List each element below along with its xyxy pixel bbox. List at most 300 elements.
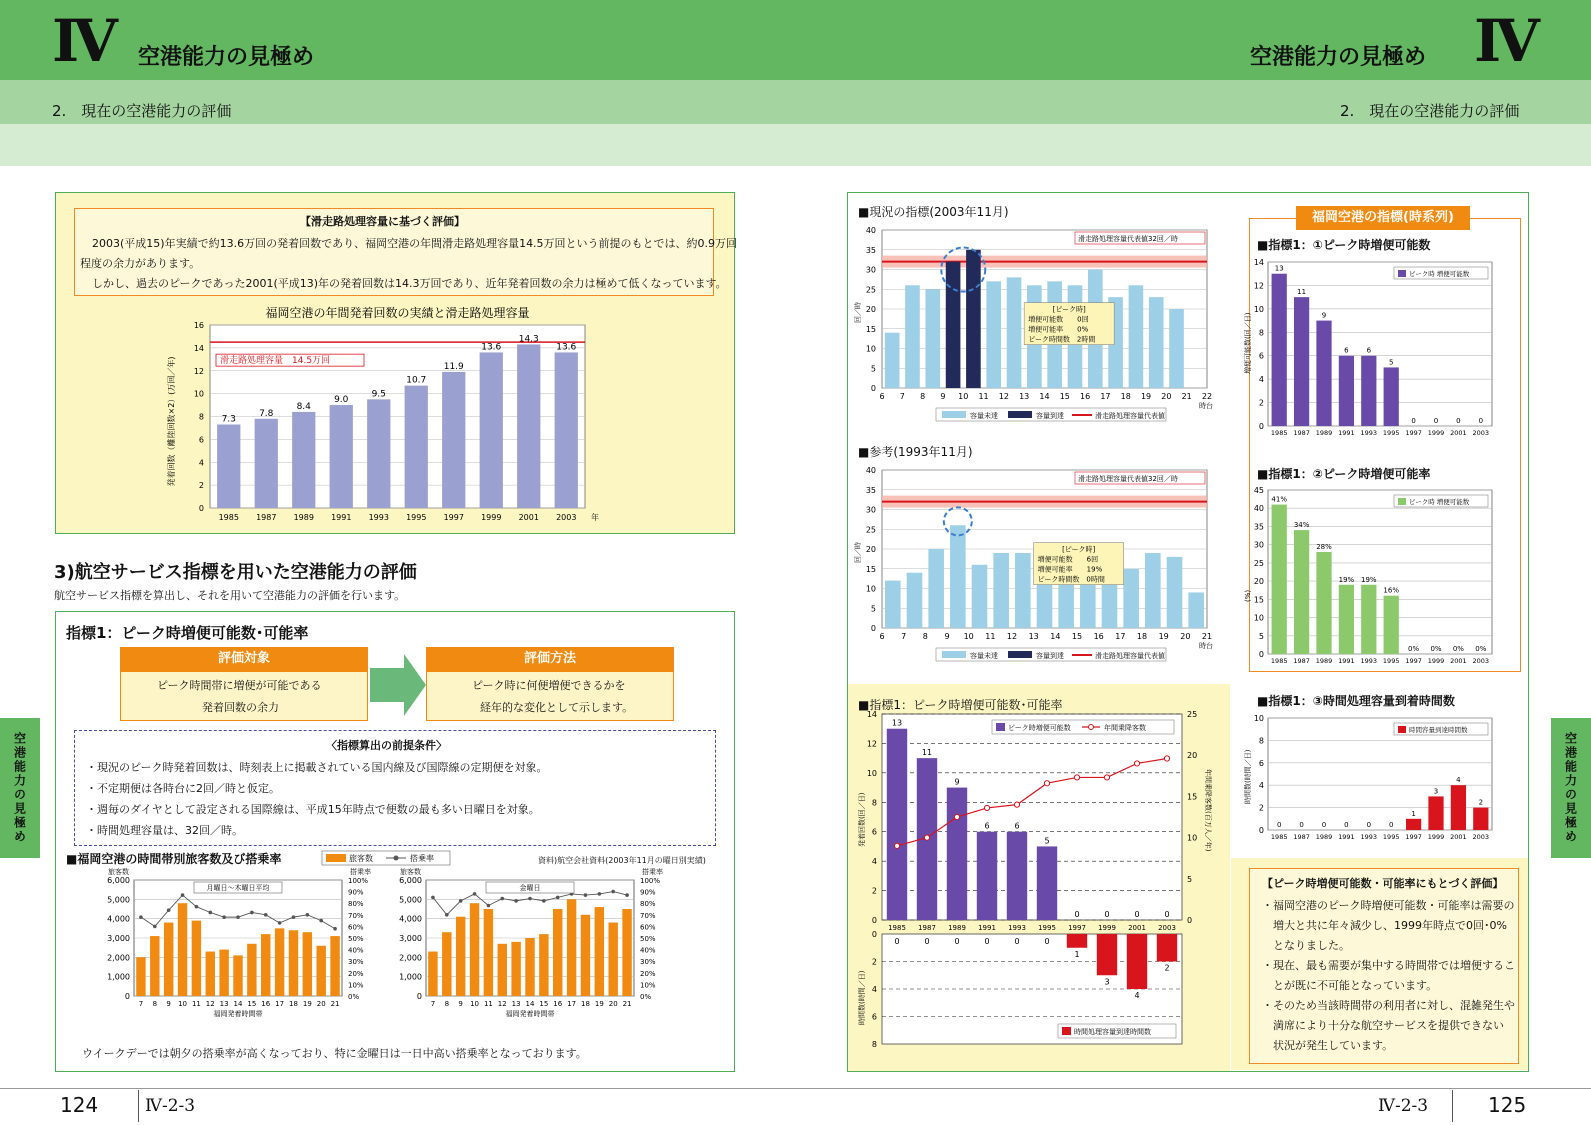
conditions-title: 〈指標算出の前提条件〉 — [326, 739, 447, 752]
target-header: 評価対象 — [120, 647, 368, 671]
y-tick-label: 0 — [870, 384, 876, 393]
y2-tick-label: 30% — [640, 958, 656, 967]
bar-value-label: 0% — [1475, 645, 1487, 653]
condition-item: ・現況のピーク時発着回数は、時刻表上に掲載されている国内線及び国際線の定期便を対象。 — [86, 761, 548, 774]
legend-label: 搭乗率 — [410, 854, 434, 863]
chapter-title-right: 空港能力の見極め — [1250, 45, 1427, 70]
y-tick-label: 40 — [865, 226, 876, 235]
bar — [1316, 321, 1331, 426]
bar — [428, 952, 437, 996]
bar-value-label: 1 — [1411, 809, 1416, 818]
passenger-marker — [1014, 802, 1019, 807]
lower-bar — [1127, 934, 1147, 989]
pax-weekday-chart — [100, 868, 390, 1038]
passenger-marker — [954, 814, 959, 819]
x-tick-label: 7 — [430, 1000, 436, 1008]
x-tick-label: 1999 — [1098, 924, 1116, 932]
rate-marker — [542, 899, 546, 903]
bar — [950, 525, 966, 628]
y-axis-label: 回／時 — [854, 302, 862, 323]
capacity-label: 滑走路処理容量代表値32回／時 — [1078, 475, 1178, 483]
x-tick-label: 8 — [922, 632, 928, 641]
x-tick-label: 2003 — [1472, 657, 1490, 665]
y2-tick-label: 80% — [640, 900, 656, 909]
x-tick-label: 13 — [1028, 632, 1039, 641]
rate-marker — [319, 919, 323, 923]
bar — [887, 729, 907, 920]
y2-tick-label: 60% — [348, 923, 364, 932]
bar-value-label: 6 — [1014, 821, 1020, 831]
passenger-marker — [1044, 781, 1049, 786]
capacity-label: 滑走路処理容量 14.5万回 — [220, 356, 331, 367]
x-tick-label: 2001 — [1450, 429, 1467, 437]
bar — [555, 352, 578, 508]
y2-tick-label: 15 — [1187, 792, 1198, 802]
rate-marker — [139, 915, 143, 919]
x-axis-label: 時台 — [1199, 402, 1213, 410]
y-tick-label: 0 — [870, 624, 876, 633]
x-tick-label: 1993 — [1008, 924, 1026, 932]
arrow-right-icon — [370, 654, 426, 716]
legend-label: 時間処理容量到達時間数 — [1074, 1028, 1151, 1036]
legend-swatch — [1398, 726, 1406, 733]
bar — [330, 405, 353, 508]
y-tick-label: 6,000 — [399, 876, 422, 885]
bar — [885, 581, 901, 628]
right-eval-line: 満席により十分な航空サービスを提供できない — [1262, 1019, 1504, 1032]
x-axis-label: 福岡発着時間帯 — [505, 1010, 555, 1018]
bar — [1167, 557, 1183, 628]
bar-value-label: 41% — [1271, 495, 1287, 504]
x-tick-label: 14 — [1050, 632, 1061, 641]
y2-tick-label: 100% — [640, 877, 661, 885]
y-tick-label: 0 — [198, 504, 204, 513]
bar — [608, 923, 617, 996]
bar-value-label: 9.5 — [371, 389, 386, 400]
rate-marker — [487, 904, 491, 908]
x-tick-label: 1985 — [218, 513, 239, 522]
x-tick-label: 9 — [944, 632, 950, 641]
bar-value-label: 19% — [1338, 575, 1355, 584]
method-line1: ピーク時に何便増便できるかを — [472, 679, 626, 692]
bar — [1272, 505, 1287, 654]
bar-value-label: 6 — [984, 821, 990, 831]
timeseries-title: 福岡空港の指標(時系列) — [1296, 206, 1470, 230]
bar — [1384, 367, 1399, 426]
x-tick-label: 18 — [1136, 632, 1148, 641]
x-tick-label: 18 — [581, 1000, 590, 1008]
y-tick-label: 12 — [866, 739, 877, 749]
chapter-roman-right: Ⅳ — [1474, 7, 1540, 75]
bar — [622, 909, 631, 996]
y2-tick-label: 20% — [640, 969, 656, 978]
x-tick-label: 1989 — [1315, 657, 1333, 665]
y-tick-label: 12 — [1253, 281, 1264, 291]
condition-item: ・時間処理容量は、32回／時。 — [86, 824, 243, 837]
legend-label: 滑走路処理容量代表値 — [1095, 412, 1165, 420]
x-tick-label: 7 — [899, 392, 905, 401]
x-tick-label: 8 — [444, 1000, 450, 1008]
current-2003-chart — [856, 222, 1226, 427]
x-tick-label: 10 — [178, 1000, 187, 1008]
chart-title: 福岡空港の年間発着回数の実績と滑走路処理容量 — [265, 306, 530, 320]
legend-swatch — [1008, 651, 1032, 658]
chapter-title-left: 空港能力の見極め — [138, 45, 315, 70]
x-tick-label: 6 — [879, 632, 885, 641]
rate-marker — [306, 913, 310, 917]
y2-tick-label: 70% — [348, 911, 364, 920]
y-tick-label: 4 — [1258, 781, 1264, 791]
y2-tick-label: 20 — [1187, 751, 1198, 761]
y2-tick-label: 70% — [640, 911, 656, 920]
rate-marker — [445, 913, 449, 917]
x-tick-label: 15 — [539, 1000, 549, 1008]
y2-axis-label: 年間乗降客数(百万人／年) — [1204, 769, 1212, 852]
lower-bar-value: 4 — [1134, 991, 1140, 1000]
page-code-left: Ⅳ-2-3 — [145, 1096, 196, 1116]
legend-label: 容量未達 — [970, 412, 998, 420]
bar — [1339, 356, 1354, 426]
y-axis-label: 旅客数 — [400, 868, 421, 876]
x-tick-label: 1995 — [1038, 924, 1056, 932]
x-tick-label: 13 — [1019, 392, 1030, 401]
pax-legend — [322, 850, 452, 866]
bar-value-label: 8.4 — [296, 401, 311, 412]
bar-value-label: 9 — [1321, 311, 1327, 320]
legend-swatch — [942, 651, 966, 658]
x-tick-label: 1987 — [918, 924, 936, 932]
y-axis-label: 発着回数(回／日) — [858, 792, 866, 847]
section-title-right: 2. 現在の空港能力の評価 — [1340, 102, 1520, 120]
bar — [442, 372, 465, 508]
x-tick-label: 2003 — [1158, 924, 1176, 932]
rate-marker — [333, 927, 337, 931]
bar — [1473, 808, 1488, 830]
page-code-right: Ⅳ-2-3 — [1378, 1096, 1429, 1116]
bar — [1007, 832, 1027, 920]
bar-value-label: 16% — [1383, 586, 1399, 595]
y-tick-label: 5,000 — [399, 895, 422, 905]
bar — [289, 930, 298, 996]
x-tick-label: 9 — [166, 1000, 171, 1008]
bar — [217, 425, 240, 508]
x-tick-label: 13 — [219, 1000, 229, 1008]
bar — [567, 899, 576, 996]
rate-marker — [222, 915, 226, 919]
x-tick-label: 20 — [1161, 392, 1172, 401]
page-number-left: 124 — [60, 1093, 99, 1117]
y-tick-label: 8 — [1258, 736, 1264, 746]
bar — [1294, 530, 1309, 654]
bar — [442, 932, 451, 996]
bar-value-label: 11.9 — [443, 361, 464, 372]
rate-marker — [236, 915, 240, 919]
bar — [233, 955, 242, 996]
bar — [993, 553, 1009, 628]
y-tick-label: 3,000 — [107, 934, 130, 943]
y2-tick-label: 10 — [1187, 833, 1198, 843]
x-tick-label: 8 — [152, 1000, 158, 1008]
bar-value-label: 0 — [1433, 417, 1439, 425]
y-tick-label: 40 — [1253, 504, 1264, 514]
x-tick-label: 16 — [553, 1000, 563, 1008]
y-tick-label: 6 — [198, 435, 204, 445]
passenger-marker — [1104, 775, 1109, 780]
indicator1-title: 指標1：ピーク時増便可能数･可能率 — [66, 624, 309, 642]
y-tick-label: 6 — [1258, 758, 1264, 768]
lower-bar — [1067, 934, 1087, 948]
y-tick-label: 15 — [1253, 595, 1264, 605]
y-tick-label: 15 — [865, 324, 876, 334]
bar-value-label: 0 — [1104, 910, 1110, 919]
legend-swatch — [1398, 270, 1406, 277]
bar — [1169, 309, 1184, 388]
method-line2: 経年的な変化として示します。 — [480, 701, 634, 714]
right-eval-line: となりました。 — [1262, 939, 1350, 952]
x-tick-label: 12 — [497, 1000, 507, 1008]
bar-value-label: 0 — [1478, 417, 1484, 425]
x-tick-label: 2003 — [556, 513, 577, 522]
y-axis-label: 発着回数（離陸回数×2）(万回／年) — [167, 356, 176, 487]
subtitle: 金曜日 — [519, 884, 541, 892]
bar-value-label: 0 — [1276, 821, 1282, 829]
y2-tick-label: 50% — [348, 935, 364, 943]
y-tick-label: 14 — [1253, 258, 1264, 267]
peak-box-row: 増便可能数 6回 — [1037, 555, 1099, 564]
y-tick-label: 0 — [1258, 650, 1264, 659]
bar — [946, 262, 961, 388]
x-tick-label: 17 — [567, 1000, 577, 1008]
legend-label: ピーク時 増便可能数 — [1409, 498, 1470, 506]
cur2003-title: ■現況の指標(2003年11月) — [858, 205, 1009, 219]
x-tick-label: 18 — [1120, 392, 1131, 401]
bar — [367, 399, 390, 508]
x-tick-label: 2001 — [1128, 924, 1146, 932]
bar-value-label: 0% — [1452, 645, 1464, 653]
x-tick-label: 1991 — [1338, 657, 1355, 665]
y-tick-label: 0 — [871, 916, 877, 925]
ts2-chart — [1244, 484, 1520, 674]
right-eval-title: 【ピーク時増便可能数・可能率にもとづく評価】 — [1262, 877, 1504, 890]
legend-label: ピーク時増便可能数 — [1008, 724, 1071, 732]
right-eval-line: ・現在、最も需要が集中する時間帯では増便するこ — [1262, 959, 1515, 972]
x-tick-label: 21 — [622, 1000, 632, 1008]
ts2-title: ■指標1：②ピーク時増便可能率 — [1257, 467, 1431, 481]
bar-value-label: 2 — [1478, 798, 1484, 807]
peak-box-row: 増便可能率 19% — [1037, 565, 1103, 574]
right-eval-line: 増大と共に年々減少し、1999年時点で0回･0% — [1262, 919, 1507, 932]
y-tick-label: 4,000 — [399, 914, 422, 924]
footer-sep-right — [1452, 1090, 1453, 1122]
y-tick-label: 14 — [866, 710, 877, 719]
y-tick-label: 25 — [865, 525, 876, 535]
lower-bar-value: 0 — [1014, 937, 1020, 946]
runway-eval-line1: 2003(平成15)年実績で約13.6万回の発着回数であり、福岡空港の年間滑走路処理容量14.5万回という前提のもとでは、約0.9万回 — [92, 237, 738, 250]
rate-marker — [473, 892, 477, 896]
right-eval-line: 状況が発生しています。 — [1262, 1039, 1394, 1052]
x-tick-label: 11 — [191, 1000, 201, 1008]
y-tick-label: 15 — [865, 564, 876, 574]
ts1-chart — [1244, 256, 1520, 446]
bar — [330, 936, 339, 996]
x-tick-label: 14 — [1039, 392, 1050, 401]
bar-value-label: 28% — [1316, 542, 1332, 551]
x-tick-label: 1995 — [406, 513, 427, 522]
x-tick-label: 21 — [1181, 392, 1192, 401]
condition-item: ・不定期便は各時台に2回／時と仮定。 — [86, 782, 280, 795]
y-tick-label: 5 — [870, 604, 876, 614]
legend-swatch — [1062, 1027, 1071, 1035]
bar — [136, 957, 145, 996]
legend-label: 時間容量到達時間数 — [1409, 726, 1468, 734]
x-tick-label: 14 — [233, 1000, 243, 1008]
rate-marker — [625, 893, 629, 897]
pax-friday-chart — [392, 868, 692, 1038]
section-title-left: 2. 現在の空港能力の評価 — [52, 102, 232, 120]
lower-bar — [1157, 934, 1177, 962]
bar — [581, 915, 590, 996]
x-tick-label: 1995 — [1382, 429, 1400, 437]
x-tick-label: 1991 — [1338, 833, 1355, 841]
y-tick-label: 20 — [865, 545, 876, 554]
x-tick-label: 1987 — [1293, 429, 1310, 437]
x-tick-label: 15 — [1071, 632, 1083, 641]
x-tick-label: 1985 — [1270, 833, 1288, 841]
x-tick-label: 7 — [138, 1000, 144, 1008]
bar — [511, 942, 520, 996]
bar-value-label: 9.0 — [334, 395, 349, 406]
page-number-right: 125 — [1488, 1093, 1527, 1117]
x-axis-label: 時台 — [1199, 642, 1213, 650]
bar — [595, 907, 604, 996]
y-tick-label: 2 — [198, 481, 204, 491]
rate-marker — [528, 897, 532, 901]
y-tick-label: 8 — [871, 1040, 877, 1049]
x-tick-label: 1989 — [1315, 429, 1333, 437]
y2-tick-label: 0% — [640, 993, 652, 1001]
bar — [1123, 569, 1139, 628]
passenger-marker — [1164, 756, 1169, 761]
x-tick-label: 20 — [1180, 632, 1191, 641]
y-axis-label: 回／時 — [854, 542, 862, 563]
bar — [1129, 285, 1144, 388]
y2-tick-label: 30% — [348, 958, 364, 967]
bar — [303, 932, 312, 996]
x-tick-label: 17 — [1100, 392, 1111, 401]
bar — [1037, 846, 1057, 920]
y-tick-label: 4 — [871, 985, 877, 994]
y-tick-label: 35 — [865, 485, 876, 495]
bar-value-label: 13 — [891, 718, 903, 728]
section3-desc: 航空サービス指標を算出し、それを用いて空港能力の評価を行います。 — [54, 589, 406, 602]
x-tick-label: 1989 — [293, 513, 314, 522]
rate-marker — [264, 913, 268, 917]
bar — [178, 903, 187, 996]
lower-bar-value: 0 — [984, 937, 990, 946]
runway-eval-line3: しかし、過去のピークであった2001(平成13)年の発着回数は14.3万回であり、近年発着回数の余力は極めて低くなっています。 — [92, 277, 727, 290]
y-tick-label: 2 — [1258, 398, 1264, 408]
x-tick-label: 21 — [330, 1000, 340, 1008]
y2-tick-label: 5 — [1187, 874, 1193, 884]
legend-label: 滑走路処理容量代表値 — [1095, 652, 1165, 660]
bar — [1188, 592, 1204, 628]
rate-marker — [153, 925, 157, 929]
bar-value-label: 10.7 — [406, 375, 427, 386]
bar — [1149, 297, 1164, 388]
y2-axis-label: 搭乗率 — [642, 868, 663, 876]
y2-axis-label: 搭乗率 — [350, 868, 371, 876]
bar — [150, 936, 159, 996]
x-tick-label: 6 — [879, 392, 885, 401]
y-tick-label: 4 — [198, 458, 204, 468]
y-tick-label: 20 — [865, 305, 876, 314]
capacity-label: 滑走路処理容量代表値32回／時 — [1078, 235, 1178, 243]
x-tick-label: 10 — [470, 1000, 479, 1008]
bar-value-label: 14.3 — [518, 334, 539, 345]
legend-marker — [394, 856, 399, 861]
legend-label: 容量到達 — [1036, 412, 1064, 420]
x-tick-label: 7 — [901, 632, 907, 641]
y-tick-label: 6 — [871, 827, 877, 837]
bar-value-label: 0 — [1299, 821, 1304, 829]
x-tick-label: 16 — [1093, 632, 1104, 641]
bar — [986, 281, 1001, 388]
y-tick-label: 0 — [1258, 826, 1264, 835]
right-eval-line: ・そのため当該時間帯の利用者に対し、混雑発生や — [1262, 999, 1515, 1012]
legend-swatch — [942, 411, 966, 418]
y-tick-label: 25 — [1253, 558, 1264, 568]
sidebar-tab-right: 空港能力の見極め — [1551, 718, 1591, 858]
x-tick-label: 12 — [1006, 632, 1018, 641]
x-tick-label: 19 — [1158, 632, 1169, 641]
x-tick-label: 16 — [1080, 392, 1091, 401]
y2-tick-label: 20% — [348, 969, 364, 978]
y-tick-label: 12 — [193, 366, 204, 376]
x-tick-label: 1999 — [481, 513, 502, 522]
x-tick-label: 1985 — [1270, 657, 1288, 665]
bar — [247, 944, 256, 996]
x-tick-label: 9 — [458, 1000, 463, 1008]
peak-box-row: ピーク時間数 2時間 — [1028, 335, 1096, 344]
y-axis-label: (%) — [1244, 589, 1252, 602]
x-tick-label: 1991 — [978, 924, 996, 932]
x-tick-label: 1993 — [1360, 833, 1378, 841]
x-tick-label: 1989 — [948, 924, 966, 932]
x-tick-label: 1999 — [1427, 657, 1445, 665]
x-tick-label: 19 — [1140, 392, 1152, 401]
runway-eval-title: 【滑走路処理容量に基づく評価】 — [300, 215, 465, 228]
y-tick-label: 2 — [871, 886, 877, 896]
y2-tick-label: 40% — [640, 946, 656, 955]
y-tick-label: 8 — [1258, 328, 1264, 338]
y-axis-label: 旅客数 — [108, 868, 129, 876]
bar-value-label: 0 — [1388, 821, 1394, 829]
bar — [885, 333, 900, 388]
pax-chart-title: ■福岡空港の時間帯別旅客数及び搭乗率 — [66, 852, 282, 866]
bar-value-label: 0% — [1430, 645, 1442, 653]
rate-marker — [611, 890, 615, 894]
x-tick-label: 16 — [261, 1000, 271, 1008]
y-tick-label: 10 — [866, 768, 877, 778]
x-tick-label: 14 — [525, 1000, 535, 1008]
y-tick-label: 30 — [865, 505, 876, 515]
y-tick-label: 30 — [1253, 540, 1264, 550]
bar-value-label: 7.3 — [221, 414, 236, 425]
y-tick-label: 3,000 — [399, 934, 422, 943]
y-tick-label: 6 — [1258, 351, 1264, 361]
bar — [1428, 796, 1443, 830]
legend-label: 容量到達 — [1036, 652, 1064, 660]
